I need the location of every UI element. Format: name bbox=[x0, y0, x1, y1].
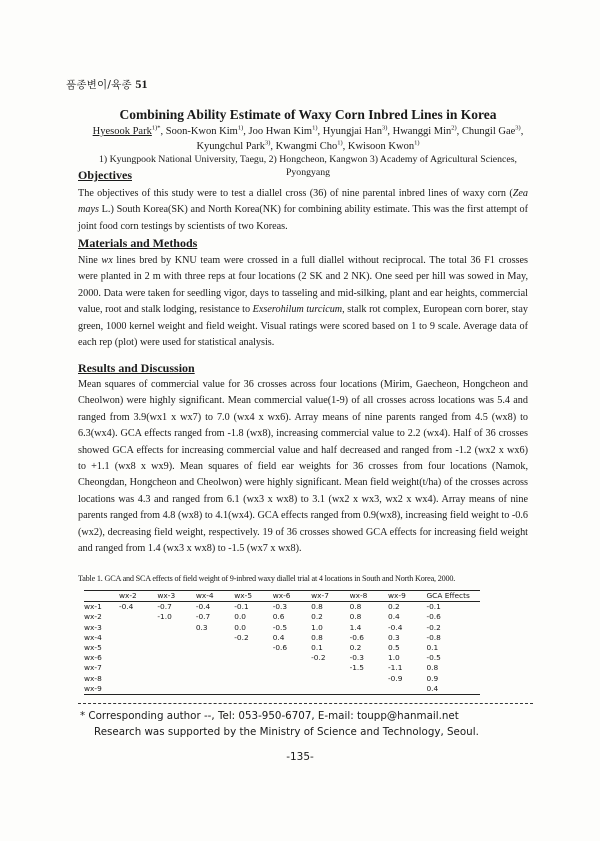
table-cell: 0.8 bbox=[311, 602, 323, 612]
table-cell bbox=[311, 663, 349, 673]
table-caption: Table 1. GCA and SCA effects of field weight of 9-inbred waxy diallel trial at 4 locations in South and North Korea, 2000. bbox=[78, 574, 456, 583]
table-cell: -0.8 bbox=[426, 632, 441, 642]
table-cell bbox=[119, 643, 157, 653]
table-cell: -0.2 bbox=[426, 622, 441, 632]
table-cell bbox=[234, 684, 272, 695]
author-name: Kwisoon Kwon bbox=[347, 141, 415, 152]
table-cell bbox=[157, 633, 195, 643]
table-cell bbox=[273, 674, 311, 684]
table-cell: 0.1 bbox=[426, 643, 439, 653]
table-cell: -0.6 bbox=[349, 632, 364, 642]
author-affiliation-mark: 3) bbox=[515, 124, 521, 132]
table-header bbox=[84, 591, 480, 602]
running-head-text: 품종변이/육종 bbox=[66, 79, 132, 91]
running-head-number: 51 bbox=[135, 77, 148, 91]
table-cell bbox=[234, 674, 272, 684]
table-cell bbox=[234, 663, 272, 673]
table-cell bbox=[311, 684, 349, 695]
footnote bbox=[80, 708, 479, 740]
objectives-heading: Objectives bbox=[78, 168, 132, 182]
funding-note: Research was supported by the Ministry of Science and Technology, Seoul. bbox=[94, 726, 479, 738]
table-cell bbox=[311, 674, 349, 684]
footnote-divider bbox=[78, 703, 533, 704]
table-cell: -0.6 bbox=[272, 643, 288, 653]
author-affiliation-mark: 3) bbox=[265, 139, 271, 147]
author-name: Kwangmi Cho bbox=[275, 141, 338, 152]
table-cell: -0.5 bbox=[272, 622, 288, 632]
author-name: Kyungchul Park bbox=[196, 141, 265, 152]
table-cell bbox=[273, 653, 311, 663]
objectives-paragraph bbox=[78, 186, 528, 235]
table-cell: 0.4 bbox=[272, 632, 285, 642]
column-header: wx-5 bbox=[234, 591, 272, 602]
row-label: wx-5 bbox=[84, 643, 102, 653]
table-row bbox=[84, 653, 480, 663]
table-cell: 0.0 bbox=[234, 622, 247, 632]
table-cell bbox=[196, 633, 234, 643]
author-name: Joo Hwan Kim bbox=[248, 126, 313, 137]
table-cell bbox=[119, 623, 157, 633]
table-cell bbox=[157, 663, 195, 673]
table-row bbox=[84, 633, 480, 643]
methods-text-1: lines bred by KNU team were crossed in a full diallel without reciprocal. The total 36 F1 crosses were planted in 2 m with three reps at four locations (2 SK and 2 NK). One seed per hill was sowed in May, 2000. Data were taken for seedling vigor, days to tasseling and mid-silking, plant and ear heights, commercial value, root and stalk lodging, resistance to bbox=[78, 255, 528, 316]
table-cell: -0.2 bbox=[311, 653, 326, 663]
wx-italic: wx bbox=[101, 255, 113, 266]
table-cell bbox=[157, 653, 195, 663]
table-cell: 0.4 bbox=[388, 612, 400, 622]
table-cell bbox=[157, 674, 195, 684]
page-number: -135- bbox=[286, 751, 314, 763]
table-cell: 0.2 bbox=[349, 643, 362, 653]
methods-paragraph bbox=[78, 253, 528, 351]
table-cell: -0.7 bbox=[195, 612, 211, 622]
table-cell: -0.2 bbox=[234, 632, 249, 642]
row-label: wx-8 bbox=[84, 673, 102, 683]
table-cell: -0.3 bbox=[349, 653, 364, 663]
table-cell: -1.1 bbox=[388, 663, 403, 673]
species-name: Zea mays bbox=[78, 188, 528, 216]
table-cell bbox=[157, 684, 195, 695]
table-cell bbox=[196, 684, 234, 695]
table-cell bbox=[119, 633, 157, 643]
table-row bbox=[84, 612, 480, 622]
table-cell: 0.4 bbox=[426, 684, 480, 695]
table-cell bbox=[119, 653, 157, 663]
table-cell bbox=[196, 653, 234, 663]
table-cell bbox=[234, 643, 272, 653]
column-header bbox=[84, 591, 119, 602]
table-row bbox=[84, 643, 480, 653]
table-cell bbox=[234, 653, 272, 663]
methods-heading: Materials and Methods bbox=[78, 236, 198, 250]
affiliation-line-2: Pyongyang bbox=[285, 167, 331, 178]
author-affiliation-mark: 3) bbox=[381, 124, 388, 132]
first-author: Hyesook Park bbox=[92, 126, 152, 137]
paper-title: Combining Ability Estimate of Waxy Corn Inbred Lines in Korea bbox=[119, 107, 497, 122]
row-label: wx-7 bbox=[84, 663, 102, 673]
table-cell: 0.2 bbox=[311, 612, 323, 622]
author-affiliation-mark: 1) bbox=[414, 139, 420, 147]
column-header: wx-8 bbox=[350, 591, 388, 602]
row-label: wx-9 bbox=[84, 684, 119, 695]
author-name: Hyungjai Han bbox=[322, 126, 382, 137]
table-cell bbox=[196, 643, 234, 653]
table-cell bbox=[273, 684, 311, 695]
table-cell bbox=[273, 663, 311, 673]
author-name: Soon-Kwon Kim bbox=[165, 126, 238, 137]
table-cell: 0.0 bbox=[234, 612, 247, 622]
results-paragraph: Mean squares of commercial value for 36 crosses across four locations (Mirim, Gaecheon, Hongcheon and Cheolwon) were highly significant. Mean commercial value(1-9) of all crosses across locations was 5.4 and ranged from 3.9(wx1 x wx7) to 7.0 (wx4 x wx6). Array means of nine parents ranged from 4.5 (wx8) to 6.3(wx4). GCA effects ranged from -1.8 (wx8), increasing commercial value to 2.2 (wx4). Half of 36 crosses showed GCA effects for increasing commercial value and half decreased and ranged from -1.2 (wx2 x wx6) to +1.1 (wx8 x wx9). Mean squares of field ear weights for 36 crosses from four locations (Namok, Cheongdan, Hongcheon and Cheolwon) were highly significant. Mean field weight(t/ha) of the crosses across locations was 4.3 and ranged from 6.1 (wx3 x wx8) to 3.1 (wx2 x wx3, wx2 x wx4). Array means of nine parents ranged from 4.8 (wx8) to 4.1(wx4). GCA effects ranged from 0.9(wx8), increasing field weight to -0.6 (wx2), decreasing field weight, respectively. 19 of 36 crosses showed GCA effects for increasing field weight and ranged from 1.4 (wx3 x wx8) to -1.5 (wx7 x wx8). bbox=[78, 379, 528, 555]
table-cell: 0.3 bbox=[388, 632, 400, 642]
author-name: Chungil Gae bbox=[461, 126, 516, 137]
table-cell bbox=[119, 663, 157, 673]
table-header-row bbox=[84, 591, 480, 602]
first-author-affiliation: 1)* bbox=[151, 124, 161, 132]
row-label: wx-3 bbox=[84, 622, 102, 632]
table-cell: 0.5 bbox=[388, 643, 400, 653]
table-cell: -0.7 bbox=[157, 602, 172, 612]
table-cell bbox=[196, 663, 234, 673]
table-cell bbox=[119, 684, 157, 695]
row-label: wx-2 bbox=[84, 612, 102, 622]
table-cell: 0.9 bbox=[426, 673, 439, 683]
table-row bbox=[84, 602, 480, 613]
table-cell bbox=[157, 623, 195, 633]
author-affiliation-mark: 1) bbox=[312, 124, 318, 132]
table-cell: -1.0 bbox=[157, 612, 172, 622]
table-cell bbox=[157, 643, 195, 653]
running-head bbox=[66, 77, 148, 92]
objectives-text-2: L.) South Korea(SK) and North Korea(NK) for combining ability estimate. This was the first attempt of joint food corn testings by scientists of two Koreas. bbox=[78, 204, 528, 232]
table-cell bbox=[119, 612, 157, 622]
table-cell: 1.0 bbox=[388, 653, 400, 663]
row-label: wx-1 bbox=[84, 602, 102, 612]
table-cell: 0.8 bbox=[349, 612, 362, 622]
results-heading: Results and Discussion bbox=[78, 361, 195, 375]
table-cell: 0.6 bbox=[272, 612, 285, 622]
author-list bbox=[78, 124, 538, 154]
table-cell bbox=[350, 684, 388, 695]
affiliation-line-1: 1) Kyungpook National University, Taegu, 2) Hongcheon, Kangwon 3) Academy of Agricultural Sciences, bbox=[98, 154, 518, 165]
table-body bbox=[84, 602, 480, 695]
column-header: wx-3 bbox=[157, 591, 195, 602]
table-cell: 0.8 bbox=[426, 663, 439, 673]
corresponding-author-note: * Corresponding author --, Tel: 053-950-6707, E-mail: toupp@hanmail.net bbox=[80, 710, 459, 722]
column-header: wx-2 bbox=[119, 591, 157, 602]
table-cell bbox=[388, 684, 426, 695]
table-cell: -0.1 bbox=[234, 602, 249, 612]
affiliations bbox=[78, 153, 538, 179]
table-cell: -0.4 bbox=[118, 602, 134, 612]
table-cell: 0.2 bbox=[388, 602, 400, 612]
column-header: wx-7 bbox=[311, 591, 349, 602]
table-row bbox=[84, 674, 480, 684]
table-row bbox=[84, 623, 480, 633]
column-header: wx-9 bbox=[388, 591, 426, 602]
table-cell: -0.9 bbox=[388, 673, 403, 683]
table-cell bbox=[119, 674, 157, 684]
table-cell: -1.5 bbox=[349, 663, 364, 673]
table-row bbox=[84, 684, 480, 695]
objectives-text-1: The objectives of this study were to test a diallel cross (36) of nine parental inbred lines of waxy corn ( bbox=[78, 188, 513, 199]
pathogen-name: Exserohilum turcicum bbox=[252, 304, 343, 316]
methods-text-0: Nine bbox=[78, 255, 102, 266]
row-label: wx-4 bbox=[84, 632, 102, 642]
table-cell: 0.3 bbox=[195, 622, 208, 632]
table-cell: 1.4 bbox=[349, 622, 362, 632]
table-cell: -0.4 bbox=[195, 602, 211, 612]
author-affiliation-mark: 1) bbox=[337, 139, 343, 147]
table-row bbox=[84, 663, 480, 673]
column-header: wx-6 bbox=[273, 591, 311, 602]
column-header: wx-4 bbox=[196, 591, 234, 602]
author-affiliation-mark: 1) bbox=[237, 124, 244, 132]
column-header: GCA Effects bbox=[426, 591, 480, 602]
gca-sca-table bbox=[84, 590, 480, 695]
table-cell: -0.6 bbox=[426, 612, 441, 622]
methods-text-2: , stalk rot complex, European corn borer, stay green, 1000 kernel weight and field weight. Visual ratings were scored based on 1 to 9 scale. Average data of each rep (plot) were used for statistical analysis. bbox=[78, 304, 528, 349]
table-cell: 0.8 bbox=[311, 632, 323, 642]
table-cell: 0.1 bbox=[311, 643, 323, 653]
table-cell: 0.8 bbox=[349, 602, 362, 612]
co-authors: , Soon-Kwon Kim$^{1)}$, Joo Hwan Kim$^{1)}$, Hyungjai Han$^{3)}$, Hwanggi Min$^{2)}$, Chungil Gae$^{3)}$, Kyungchul Park$^{3)}$, Kwangmi Cho$^{1)}$, Kwisoon Kwon$^{1)}$ bbox=[160, 124, 524, 152]
table-cell: -0.5 bbox=[426, 653, 441, 663]
table-cell: -0.1 bbox=[426, 602, 441, 612]
table-cell: -0.3 bbox=[272, 602, 288, 612]
row-label: wx-6 bbox=[84, 653, 102, 663]
author-name: Hwanggi Min bbox=[392, 126, 452, 137]
author-affiliation-mark: 2) bbox=[451, 124, 457, 132]
table-cell bbox=[350, 674, 388, 684]
table-cell: 1.0 bbox=[311, 622, 323, 632]
table-cell bbox=[196, 674, 234, 684]
table-cell: -0.4 bbox=[388, 622, 403, 632]
